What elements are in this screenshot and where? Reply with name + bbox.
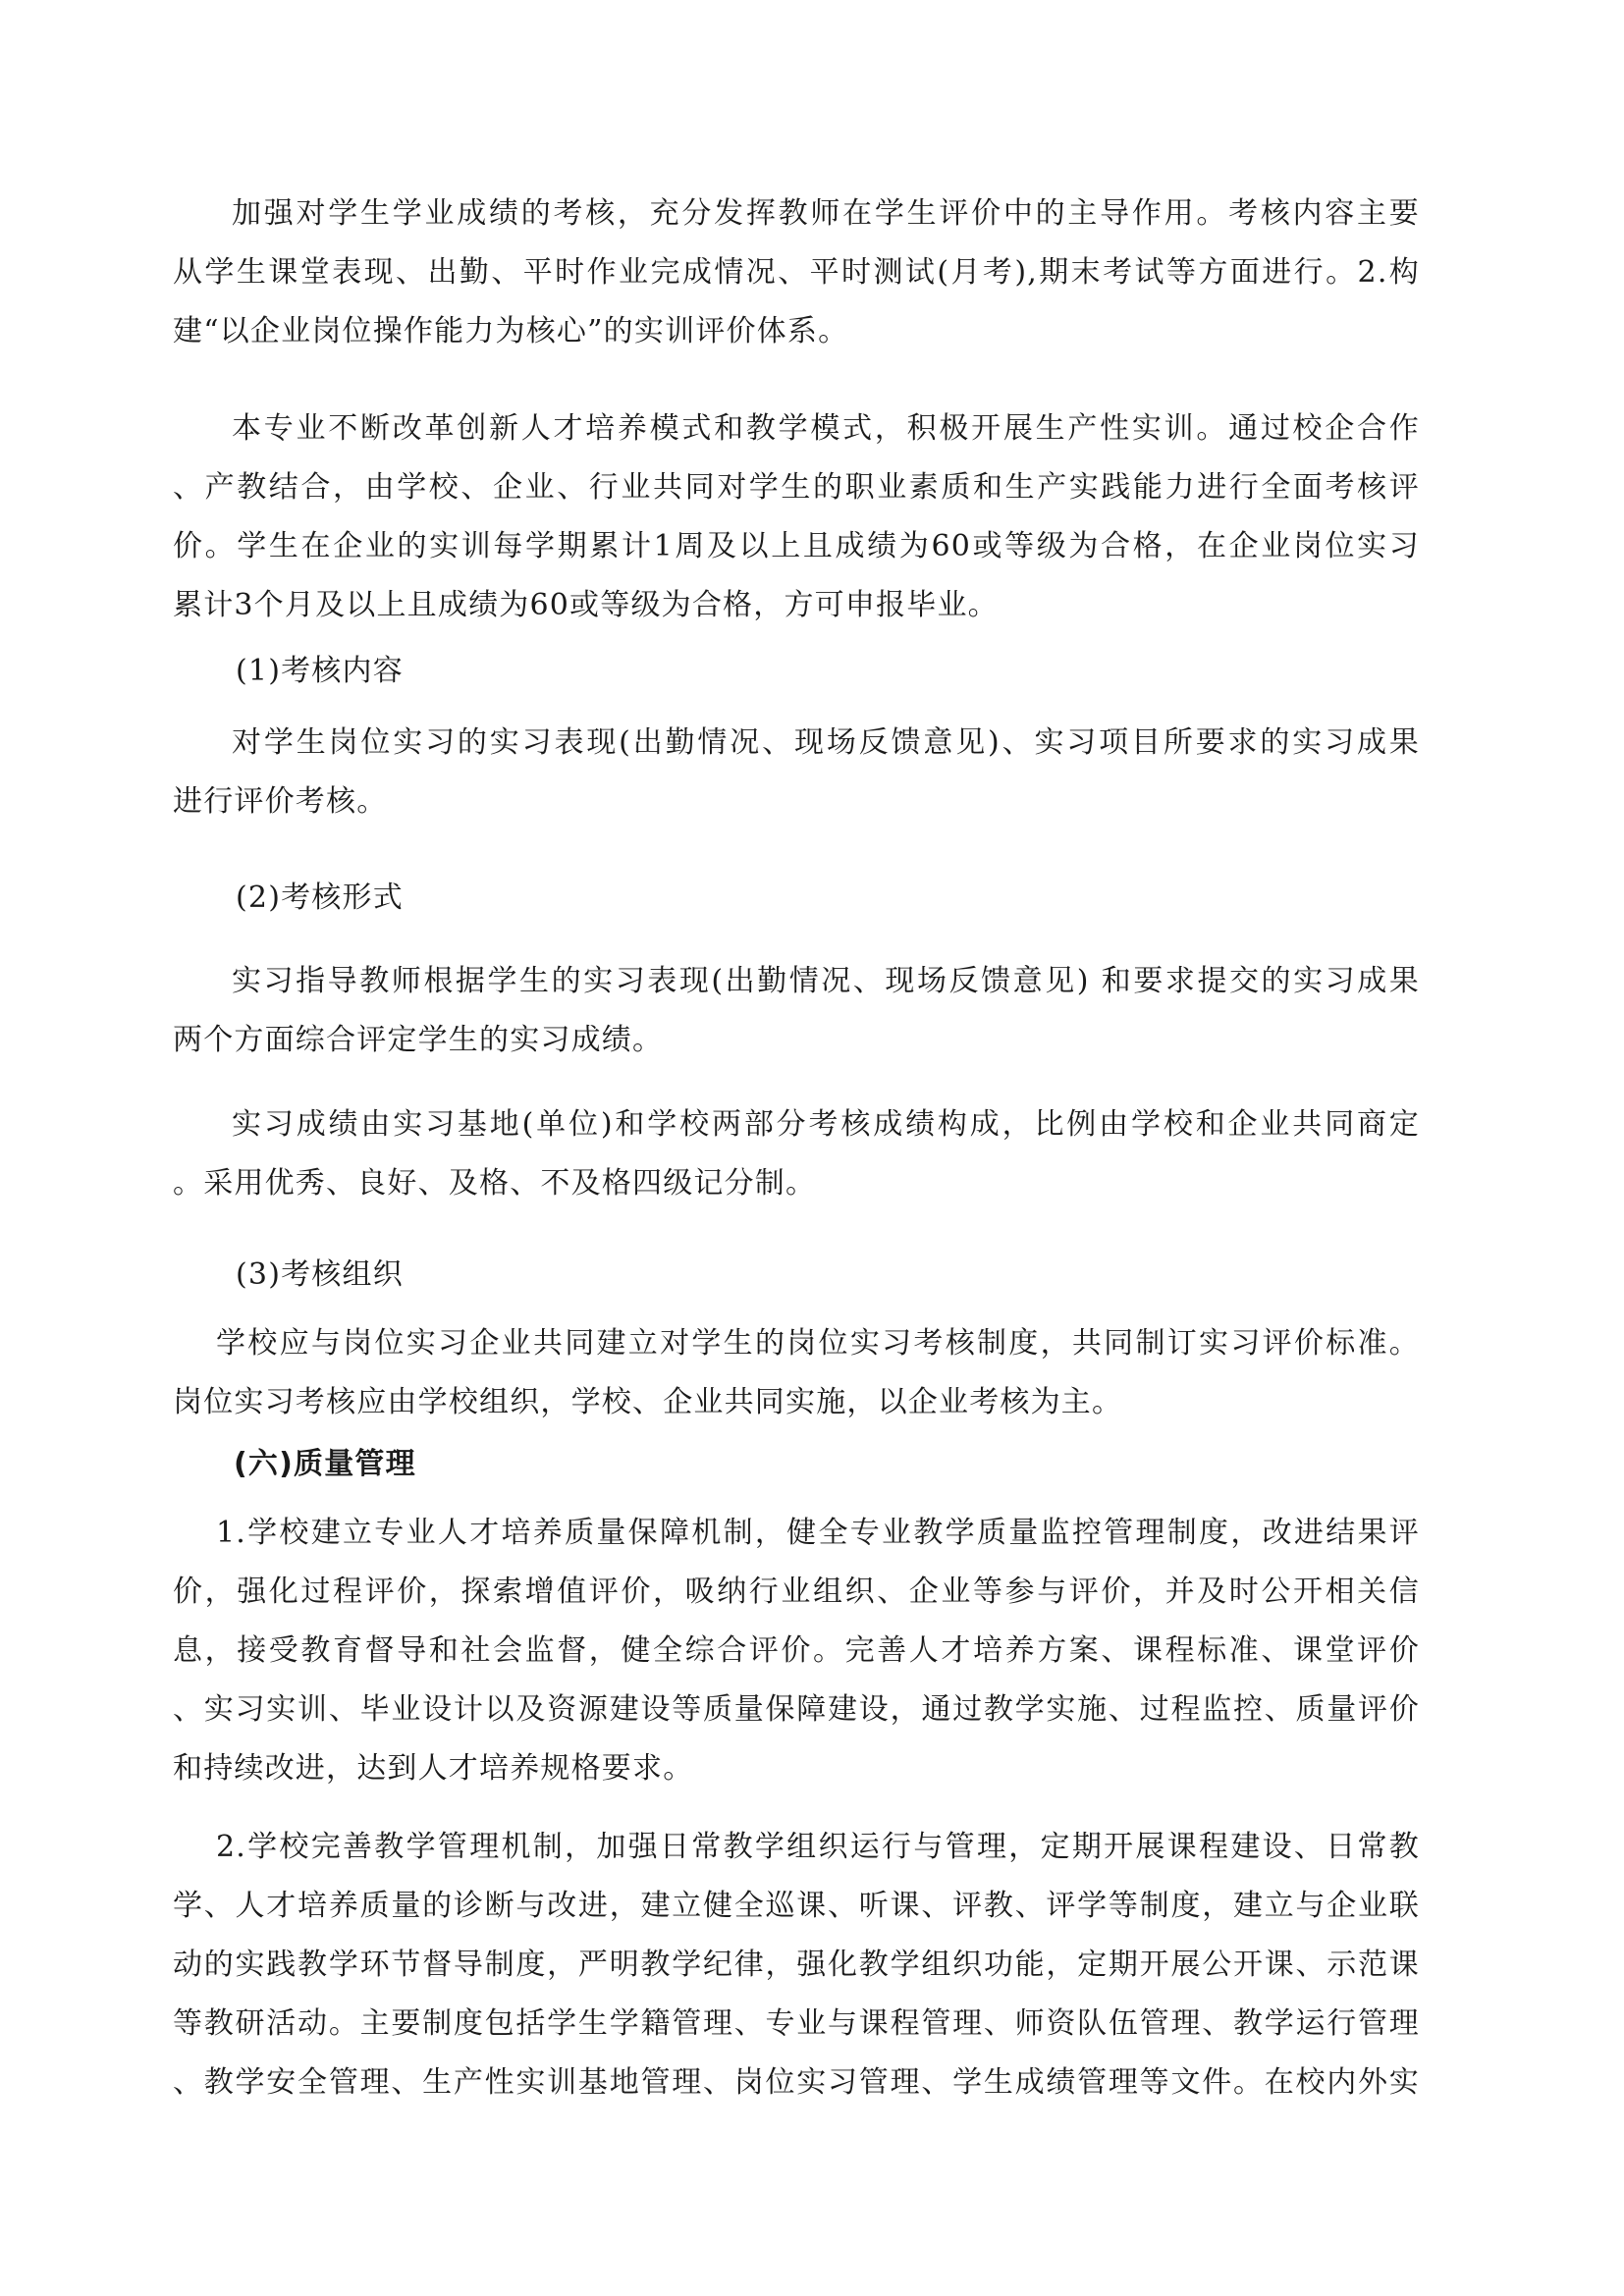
para8-line-4: 等教研活动。主要制度包括学生学籍管理、专业与课程管理、师资队伍管理、教学运行管理 [173, 2006, 1420, 2041]
para8-line-3: 动的实践教学环节督导制度，严明教学纪律，强化教学组织功能，定期开展公开课、示范课 [173, 1948, 1420, 1982]
para5-line-1: 实习成绩由实习基地(单位)和学校两部分考核成绩构成，比例由学校和企业共同商定 [232, 1107, 1420, 1142]
para4-line-1: 实习指导教师根据学生的实习表现(出勤情况、现场反馈意见) 和要求提交的实习成果 [232, 964, 1420, 998]
heading-assessment-organization: (3)考核组织 [236, 1257, 404, 1292]
para8-line-2: 学、人才培养质量的诊断与改进，建立健全巡课、听课、评教、评学等制度，建立与企业联 [173, 1889, 1420, 1923]
para8-line-1: 2.学校完善教学管理机制，加强日常教学组织运行与管理，定期开展课程建设、日常教 [216, 1830, 1420, 1864]
para2-line-3: 价。学生在企业的实训每学期累计1周及以上且成绩为60或等级为合格，在企业岗位实习 [173, 529, 1420, 563]
heading-assessment-form: (2)考核形式 [236, 881, 404, 915]
para1-line-2: 从学生课堂表现、出勤、平时作业完成情况、平时测试(月考),期末考试等方面进行。2.构 [173, 255, 1420, 290]
para1-line-3: 建“以企业岗位操作能力为核心”的实训评价体系。 [173, 314, 849, 348]
para7-line-1: 1.学校建立专业人才培养质量保障机制，健全专业教学质量监控管理制度，改进结果评 [216, 1516, 1420, 1550]
para8-line-5: 、教学安全管理、生产性实训基地管理、岗位实习管理、学生成绩管理等文件。在校内外实 [173, 2065, 1420, 2100]
para7-line-3: 息，接受教育督导和社会监督，健全综合评价。完善人才培养方案、课程标准、课堂评价 [173, 1633, 1420, 1668]
para6-line-1: 学校应与岗位实习企业共同建立对学生的岗位实习考核制度，共同制订实习评价标准。 [216, 1326, 1420, 1361]
para2-line-1: 本专业不断改革创新人才培养模式和教学模式，积极开展生产性实训。通过校企合作 [232, 411, 1420, 446]
para4-line-2: 两个方面综合评定学生的实习成绩。 [173, 1023, 664, 1057]
para3-line-2: 进行评价考核。 [173, 784, 388, 819]
para2-line-4: 累计3个月及以上且成绩为60或等级为合格，方可申报毕业。 [173, 588, 999, 622]
para7-line-5: 和持续改进，达到人才培养规格要求。 [173, 1751, 694, 1786]
heading-assessment-content: (1)考核内容 [236, 654, 404, 688]
para2-line-2: 、产教结合，由学校、企业、行业共同对学生的职业素质和生产实践能力进行全面考核评 [173, 470, 1420, 505]
para6-line-2: 岗位实习考核应由学校组织，学校、企业共同实施，以企业考核为主。 [173, 1385, 1123, 1419]
section-heading-quality-management: (六)质量管理 [234, 1447, 416, 1481]
para5-line-2: 。采用优秀、良好、及格、不及格四级记分制。 [173, 1166, 817, 1201]
para1-line-1: 加强对学生学业成绩的考核，充分发挥教师在学生评价中的主导作用。考核内容主要 [232, 196, 1420, 231]
para7-line-4: 、实习实训、毕业设计以及资源建设等质量保障建设，通过教学实施、过程监控、质量评价 [173, 1692, 1420, 1727]
para7-line-2: 价，强化过程评价，探索增值评价，吸纳行业组织、企业等参与评价，并及时公开相关信 [173, 1575, 1420, 1609]
para3-line-1: 对学生岗位实习的实习表现(出勤情况、现场反馈意见)、实习项目所要求的实习成果 [232, 725, 1420, 760]
